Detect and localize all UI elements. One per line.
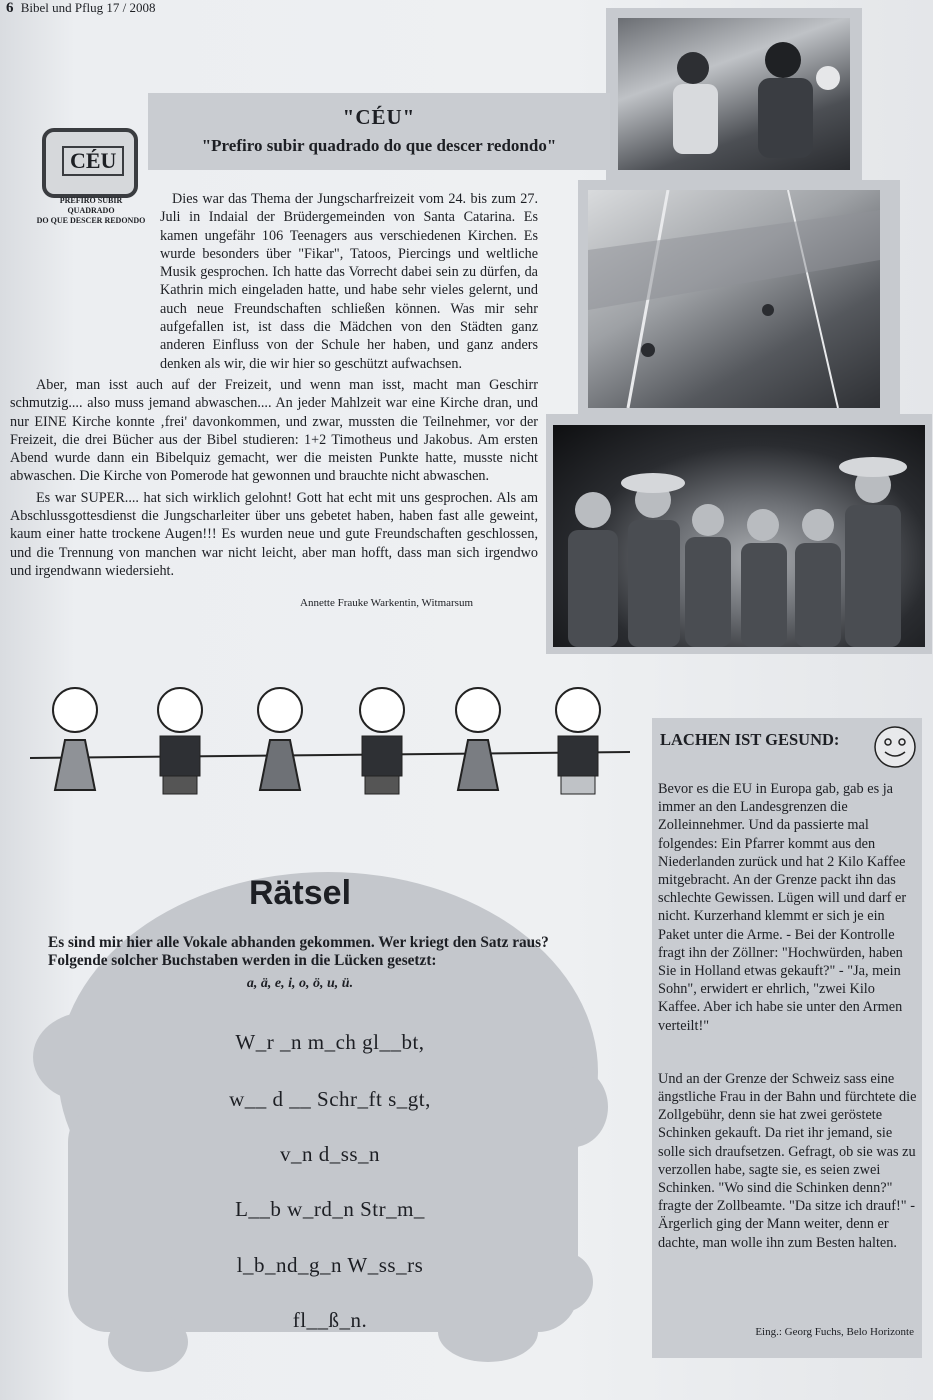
ceu-logo-tagline: PREFIRO SUBIR QUADRADO DO QUE DESCER REDONDO bbox=[36, 196, 146, 225]
kid-figure-icon bbox=[456, 688, 500, 790]
article-title: "CÉU" bbox=[342, 105, 416, 129]
article-paragraph: Es war SUPER.... hat sich wirklich gelohnt! Gott hat echt mit uns gesprochen. Als am Abschlussgottesdienst die Jungscharleiter über uns gebetet haben, haben fast alle geweint, kaum einer hatte trockene Augen!!! Es wurden neue und gute Freundschaften geschlossen, und die Trennung von manchen war nicht leicht, aber man hofft, dass man sich irgendwo und irgendwann wiedersieht. bbox=[10, 489, 538, 579]
page-header bbox=[6, 0, 155, 17]
article-title-box bbox=[148, 93, 610, 170]
article-body bbox=[10, 190, 538, 583]
joke-credit: Eing.: Georg Fuchs, Belo Horizonte bbox=[755, 1326, 914, 1338]
joke-box bbox=[652, 718, 922, 1358]
photo-kitchen-teens bbox=[618, 18, 850, 170]
joke-paragraph: Bevor es die EU in Europa gab, gab es ja immer an den Landesgrenzen die Zolleinnehmer. Und da passierte mal folgendes: Ein Pfarrer kommt aus den Niederlanden zurück und hat 2 Kilo Kaffee mitgebracht. An der Grenze packt ihn das schlechte Gewissen. Lügen will und darf er nicht. Kurzerhand klemmt er sich je ein Paket unter die Arme. - Bei der Kontrolle fragt ihn der Zöllner: "Hochwürden, haben Sie in Holland etwas gekauft?" - "Ja, mein Sohn", erwidert er ehrlich, "zwei Kilo Kaffee. Aber ich habe sie unter den Armen verteilt!" bbox=[658, 781, 907, 1034]
puzzle-line: l_b_nd_g_n W_ss_rs bbox=[236, 1253, 424, 1277]
puzzle-line: L__b w_rd_n Str_m_ bbox=[235, 1197, 425, 1221]
joke-box-body bbox=[658, 780, 918, 1252]
kid-figure-icon bbox=[53, 688, 97, 790]
issue-number: 17 / 2008 bbox=[106, 0, 156, 15]
photo-kitchen-figures-icon bbox=[618, 18, 850, 170]
kid-figure-icon bbox=[258, 688, 302, 790]
article-paragraph: Dies war das Thema der Jungscharfreizeit vom 24. bis zum 27. Juli in Indaial der Brüdergemeinden von Santa Catarina. Es kamen ungefähr 106 Teenagers aus verschiedenen Kirchen. Es wurde besonders über "Fikar", Tatoos, Piercings und weltliche Musik gesprochen. Ich hatte das Vorrecht dabei sein zu dürfen, da Kathrin mich eingeladen hatte, und habe sehr vieles gelernt, und auch neue Freundschaften schließen können. Was mir sehr aufgefallen ist, ist dass die Mädchen von den Städten ganz anderen Einfluss von der Schule her haben, und ganz anders denken als wir, die wir hier so geschützt aufwachsen. bbox=[160, 191, 538, 372]
ceu-badge-icon bbox=[42, 128, 138, 198]
page-number: 6 bbox=[6, 0, 14, 16]
puzzle-line: W_r _n m_ch gl__bt, bbox=[235, 1030, 425, 1054]
publication-name: Bibel und Pflug bbox=[20, 0, 104, 15]
photo-outdoor-figures-icon bbox=[588, 190, 880, 408]
article-subtitle: "Prefiro subir quadrado do que descer redondo" bbox=[201, 136, 557, 155]
article-paragraph: Aber, man isst auch auf der Freizeit, und wenn man isst, macht man Geschirr schmutzig.... also muss jemand abwaschen.... An jeder Mahlzeit war eine Kirche dran, und nur EINE Kirche konnte ‚frei' davonkommen, und zwar, mussten die Teilnehmer, vor der Freizeit, die drei Bücher aus der Bibel studieren: 1+2 Timotheus und Jakobus. Am ersten Abend wurde dann ein Bibelquiz gemacht, wer die meisten Punkte hatte, musste nicht abwaschen. Die Kirche von Pomerode hat gewonnen und brauchte nicht abwaschen. bbox=[10, 376, 538, 485]
puzzle-line: fl__ß_n. bbox=[292, 1308, 368, 1332]
smiley-face-icon bbox=[872, 724, 918, 770]
article-author: Annette Frauke Warkentin, Witmarsum bbox=[300, 597, 474, 609]
photo-group-figures-icon bbox=[553, 425, 925, 647]
joke-paragraph: Und an der Grenze der Schweiz sass eine ängstliche Frau in der Bahn und fürchtete die Zollgebühr, denn sie hat zwei geröstete Schinken gekauft. Da riet ihr jemand, sie solle sich draufsetzen. Gefragt, ob sie was zu verzollen habe, sagte sie, es seien zwei Schinken. "Wo sind die Schinken denn?" fragte der Zollbeamte. "Da sitze ich drauf!" - Ärgerlich ging der Mann weiter, denn er dachte, man wolle ihn zum Besten halten. bbox=[658, 1070, 917, 1251]
kids-holding-hands-illustration-icon bbox=[30, 680, 630, 810]
ceu-logo-text: CÉU bbox=[62, 146, 124, 176]
kid-figure-icon bbox=[158, 688, 202, 794]
kid-figure-icon bbox=[556, 688, 600, 794]
joke-box-title: LACHEN IST GESUND: bbox=[660, 730, 840, 749]
photo-outdoor-game bbox=[588, 190, 880, 408]
photo-group-straw-hats bbox=[553, 425, 925, 647]
puzzle-line: v_n d_ss_n bbox=[279, 1142, 381, 1166]
puzzle-vowels: a, ä, e, i, o, ö, u, ü. bbox=[246, 976, 354, 991]
kid-figure-icon bbox=[360, 688, 404, 794]
puzzle-line: w__ d __ Schr_ft s_gt, bbox=[229, 1087, 431, 1111]
puzzle-intro: Es sind mir hier alle Vokale abhanden gekommen. Wer kriegt den Satz raus? Folgende solcher Buchstaben werden in die Lücken gesetzt: bbox=[48, 934, 549, 969]
puzzle-title: Rätsel bbox=[248, 874, 352, 912]
